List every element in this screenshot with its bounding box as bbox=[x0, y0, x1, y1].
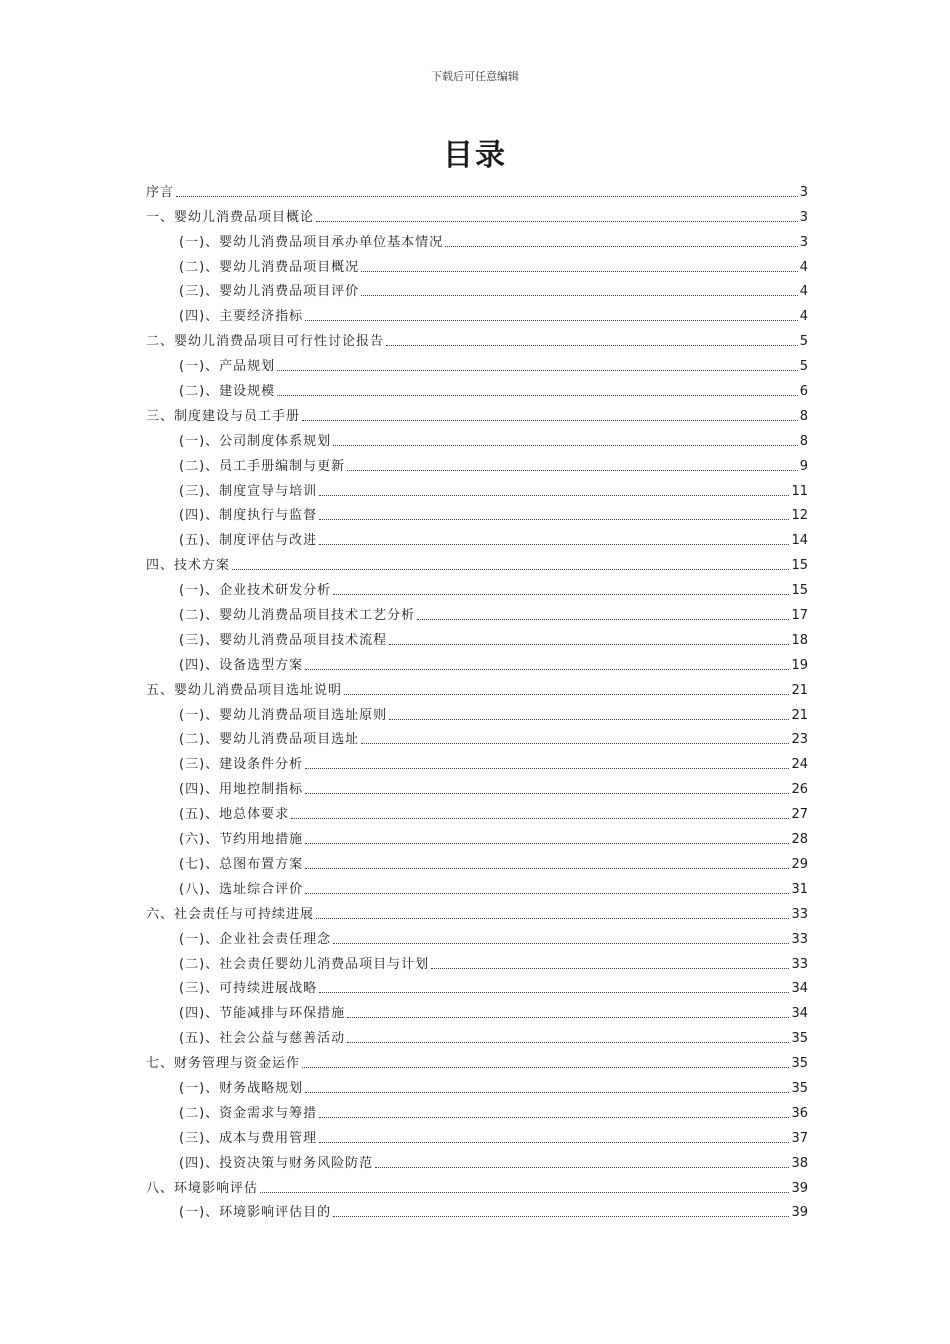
toc-entry-page: 39 bbox=[791, 1205, 808, 1221]
toc-entry-label: (五)、制度评估与改进 bbox=[179, 533, 318, 549]
toc-entry-page: 35 bbox=[791, 1080, 808, 1096]
toc-entry[interactable] bbox=[146, 425, 808, 450]
toc-entry[interactable] bbox=[146, 475, 808, 500]
toc-entry-label: (二)、社会责任婴幼儿消费品项目与计划 bbox=[179, 956, 430, 972]
toc-dot-leader bbox=[305, 892, 789, 894]
table-of-contents bbox=[146, 176, 808, 1221]
toc-entry-label: 三、制度建设与员工手册 bbox=[146, 408, 301, 424]
toc-entry-label: (一)、婴幼儿消费品项目承办单位基本情况 bbox=[179, 234, 444, 250]
toc-entry-label: (二)、婴幼儿消费品项目技术工艺分析 bbox=[179, 608, 416, 624]
toc-dot-leader bbox=[333, 444, 798, 446]
toc-entry-label: (一)、企业技术研发分析 bbox=[179, 583, 332, 599]
page-title: 目录 bbox=[443, 138, 507, 173]
toc-entry-page: 39 bbox=[791, 1180, 808, 1196]
toc-entry-page: 37 bbox=[791, 1130, 808, 1146]
toc-entry-page: 19 bbox=[791, 657, 808, 673]
toc-entry-label: (五)、地总体要求 bbox=[179, 807, 290, 823]
toc-entry-label: (四)、制度执行与监督 bbox=[179, 508, 318, 524]
toc-dot-leader bbox=[319, 1141, 789, 1143]
toc-entry-page: 24 bbox=[791, 757, 808, 773]
toc-entry-label: (二)、资金需求与筹措 bbox=[179, 1105, 318, 1121]
toc-dot-leader bbox=[277, 394, 798, 396]
toc-entry-label: (三)、成本与费用管理 bbox=[179, 1130, 318, 1146]
toc-entry-page: 11 bbox=[791, 483, 808, 499]
toc-entry[interactable] bbox=[146, 1072, 808, 1097]
toc-entry-label: (二)、婴幼儿消费品项目选址 bbox=[179, 732, 360, 748]
toc-entry-label: (四)、设备选型方案 bbox=[179, 657, 304, 673]
toc-entry-page: 8 bbox=[799, 433, 808, 449]
toc-dot-leader bbox=[333, 593, 789, 595]
toc-dot-leader bbox=[319, 518, 789, 520]
toc-entry-label: (八)、选址综合评价 bbox=[179, 881, 304, 897]
toc-entry-label: (二)、员工手册编制与更新 bbox=[179, 458, 346, 474]
toc-dot-leader bbox=[333, 942, 789, 944]
toc-entry-page: 34 bbox=[791, 981, 808, 997]
toc-entry[interactable] bbox=[146, 251, 808, 276]
toc-dot-leader bbox=[176, 195, 798, 197]
toc-entry[interactable] bbox=[146, 823, 808, 848]
toc-entry[interactable] bbox=[146, 201, 808, 226]
toc-entry-label: (一)、环境影响评估目的 bbox=[179, 1205, 332, 1221]
toc-entry[interactable] bbox=[146, 1122, 808, 1147]
toc-entry[interactable] bbox=[146, 549, 808, 574]
toc-entry-label: (二)、婴幼儿消费品项目概况 bbox=[179, 259, 360, 275]
toc-dot-leader bbox=[277, 369, 798, 371]
toc-entry[interactable] bbox=[146, 300, 808, 325]
toc-entry[interactable] bbox=[146, 226, 808, 251]
toc-entry-label: 八、环境影响评估 bbox=[146, 1180, 259, 1196]
toc-entry[interactable] bbox=[146, 350, 808, 375]
toc-entry[interactable] bbox=[146, 674, 808, 699]
toc-entry-label: (三)、建设条件分析 bbox=[179, 757, 304, 773]
toc-entry-page: 35 bbox=[791, 1031, 808, 1047]
toc-entry-page: 14 bbox=[791, 533, 808, 549]
toc-entry-page: 35 bbox=[791, 1056, 808, 1072]
toc-entry-label: (四)、用地控制指标 bbox=[179, 782, 304, 798]
toc-entry-page: 12 bbox=[791, 508, 808, 524]
toc-entry-label: (五)、社会公益与慈善活动 bbox=[179, 1031, 346, 1047]
toc-entry[interactable] bbox=[146, 500, 808, 525]
toc-entry-page: 28 bbox=[791, 832, 808, 848]
toc-dot-leader bbox=[305, 1091, 789, 1093]
toc-entry-page: 27 bbox=[791, 807, 808, 823]
toc-dot-leader bbox=[316, 917, 789, 919]
toc-dot-leader bbox=[361, 294, 798, 296]
toc-entry-page: 31 bbox=[791, 881, 808, 897]
toc-entry[interactable] bbox=[146, 276, 808, 301]
toc-entry[interactable] bbox=[146, 997, 808, 1022]
toc-dot-leader bbox=[333, 1215, 789, 1217]
toc-entry-label: (七)、总图布置方案 bbox=[179, 856, 304, 872]
toc-dot-leader bbox=[319, 494, 789, 496]
toc-entry[interactable] bbox=[146, 898, 808, 923]
toc-dot-leader bbox=[319, 1116, 789, 1118]
toc-entry[interactable] bbox=[146, 873, 808, 898]
toc-dot-leader bbox=[232, 568, 789, 570]
toc-entry-page: 15 bbox=[791, 558, 808, 574]
toc-dot-leader bbox=[305, 319, 798, 321]
toc-dot-leader bbox=[417, 618, 789, 620]
toc-entry[interactable] bbox=[146, 1022, 808, 1047]
toc-dot-leader bbox=[445, 245, 798, 247]
toc-entry[interactable] bbox=[146, 798, 808, 823]
toc-entry-label: 一、婴幼儿消费品项目概论 bbox=[146, 209, 315, 225]
toc-dot-leader bbox=[431, 967, 789, 969]
toc-entry-label: 二、婴幼儿消费品项目可行性讨论报告 bbox=[146, 334, 385, 350]
toc-entry-page: 8 bbox=[799, 408, 808, 424]
toc-entry-page: 3 bbox=[799, 184, 808, 200]
toc-entry-page: 29 bbox=[791, 856, 808, 872]
toc-dot-leader bbox=[389, 718, 789, 720]
toc-dot-leader bbox=[305, 668, 789, 670]
toc-entry[interactable] bbox=[146, 773, 808, 798]
toc-entry-page: 38 bbox=[791, 1155, 808, 1171]
toc-entry[interactable] bbox=[146, 1172, 808, 1197]
toc-entry[interactable] bbox=[146, 1147, 808, 1172]
toc-entry-page: 33 bbox=[791, 906, 808, 922]
toc-dot-leader bbox=[291, 817, 789, 819]
toc-entry-label: (四)、投资决策与财务风险防范 bbox=[179, 1155, 374, 1171]
toc-entry-page: 3 bbox=[799, 209, 808, 225]
toc-entry-label: (一)、婴幼儿消费品项目选址原则 bbox=[179, 707, 388, 723]
toc-entry-page: 23 bbox=[791, 732, 808, 748]
toc-dot-leader bbox=[347, 469, 798, 471]
toc-entry-label: (一)、公司制度体系规划 bbox=[179, 433, 332, 449]
toc-entry-page: 3 bbox=[799, 234, 808, 250]
toc-dot-leader bbox=[319, 991, 789, 993]
toc-dot-leader bbox=[319, 543, 789, 545]
toc-entry-page: 4 bbox=[799, 284, 808, 300]
toc-entry-page: 4 bbox=[799, 309, 808, 325]
toc-dot-leader bbox=[386, 344, 798, 346]
toc-entry-page: 34 bbox=[791, 1006, 808, 1022]
toc-entry-label: (三)、婴幼儿消费品项目技术流程 bbox=[179, 632, 388, 648]
toc-entry-label: 序言 bbox=[146, 184, 175, 200]
toc-entry-label: (四)、主要经济指标 bbox=[179, 309, 304, 325]
toc-entry[interactable] bbox=[146, 1197, 808, 1222]
toc-entry-page: 9 bbox=[799, 458, 808, 474]
toc-entry-label: 四、技术方案 bbox=[146, 558, 231, 574]
toc-entry-label: (六)、节约用地措施 bbox=[179, 832, 304, 848]
header-note: 下载后可任意编辑 bbox=[431, 70, 519, 83]
toc-entry-label: (三)、婴幼儿消费品项目评价 bbox=[179, 284, 360, 300]
toc-entry-label: (二)、建设规模 bbox=[179, 384, 276, 400]
toc-entry[interactable] bbox=[146, 848, 808, 873]
toc-dot-leader bbox=[375, 1166, 789, 1168]
toc-entry-page: 5 bbox=[799, 359, 808, 375]
toc-entry[interactable] bbox=[146, 599, 808, 624]
toc-entry[interactable] bbox=[146, 574, 808, 599]
toc-entry-page: 33 bbox=[791, 956, 808, 972]
toc-entry[interactable] bbox=[146, 400, 808, 425]
toc-entry-page: 21 bbox=[791, 707, 808, 723]
toc-dot-leader bbox=[344, 693, 789, 695]
toc-entry[interactable] bbox=[146, 973, 808, 998]
toc-dot-leader bbox=[361, 270, 798, 272]
toc-entry[interactable] bbox=[146, 724, 808, 749]
toc-entry[interactable] bbox=[146, 325, 808, 350]
toc-dot-leader bbox=[305, 792, 789, 794]
toc-dot-leader bbox=[316, 220, 798, 222]
toc-entry-label: (一)、产品规划 bbox=[179, 359, 276, 375]
toc-entry-label: 七、财务管理与资金运作 bbox=[146, 1056, 301, 1072]
toc-dot-leader bbox=[302, 419, 798, 421]
toc-dot-leader bbox=[305, 767, 789, 769]
toc-entry-label: (三)、制度宣导与培训 bbox=[179, 483, 318, 499]
toc-entry-page: 36 bbox=[791, 1105, 808, 1121]
toc-entry-label: (一)、企业社会责任理念 bbox=[179, 931, 332, 947]
toc-entry[interactable] bbox=[146, 923, 808, 948]
toc-entry-page: 26 bbox=[791, 782, 808, 798]
toc-entry[interactable] bbox=[146, 624, 808, 649]
toc-entry[interactable] bbox=[146, 375, 808, 400]
toc-entry-page: 6 bbox=[799, 384, 808, 400]
toc-dot-leader bbox=[302, 1066, 789, 1068]
toc-entry-page: 21 bbox=[791, 682, 808, 698]
toc-dot-leader bbox=[361, 742, 789, 744]
toc-entry-page: 17 bbox=[791, 608, 808, 624]
toc-entry[interactable] bbox=[146, 176, 808, 201]
toc-dot-leader bbox=[347, 1016, 789, 1018]
toc-entry[interactable] bbox=[146, 699, 808, 724]
toc-entry[interactable] bbox=[146, 1047, 808, 1072]
toc-entry[interactable] bbox=[146, 1097, 808, 1122]
toc-entry-page: 18 bbox=[791, 632, 808, 648]
toc-entry[interactable] bbox=[146, 450, 808, 475]
toc-entry-page: 33 bbox=[791, 931, 808, 947]
toc-dot-leader bbox=[389, 643, 789, 645]
toc-dot-leader bbox=[305, 842, 789, 844]
toc-entry-label: (一)、财务战略规划 bbox=[179, 1080, 304, 1096]
toc-entry-page: 4 bbox=[799, 259, 808, 275]
toc-entry-label: 六、社会责任与可持续进展 bbox=[146, 906, 315, 922]
toc-entry-page: 5 bbox=[799, 334, 808, 350]
toc-entry[interactable] bbox=[146, 948, 808, 973]
toc-entry-label: 五、婴幼儿消费品项目选址说明 bbox=[146, 682, 343, 698]
toc-entry[interactable] bbox=[146, 748, 808, 773]
toc-entry-label: (四)、节能减排与环保措施 bbox=[179, 1006, 346, 1022]
toc-entry[interactable] bbox=[146, 649, 808, 674]
toc-entry[interactable] bbox=[146, 524, 808, 549]
toc-dot-leader bbox=[305, 867, 789, 869]
toc-dot-leader bbox=[260, 1191, 789, 1193]
toc-entry-label: (三)、可持续进展战略 bbox=[179, 981, 318, 997]
toc-dot-leader bbox=[347, 1041, 789, 1043]
toc-entry-page: 15 bbox=[791, 583, 808, 599]
